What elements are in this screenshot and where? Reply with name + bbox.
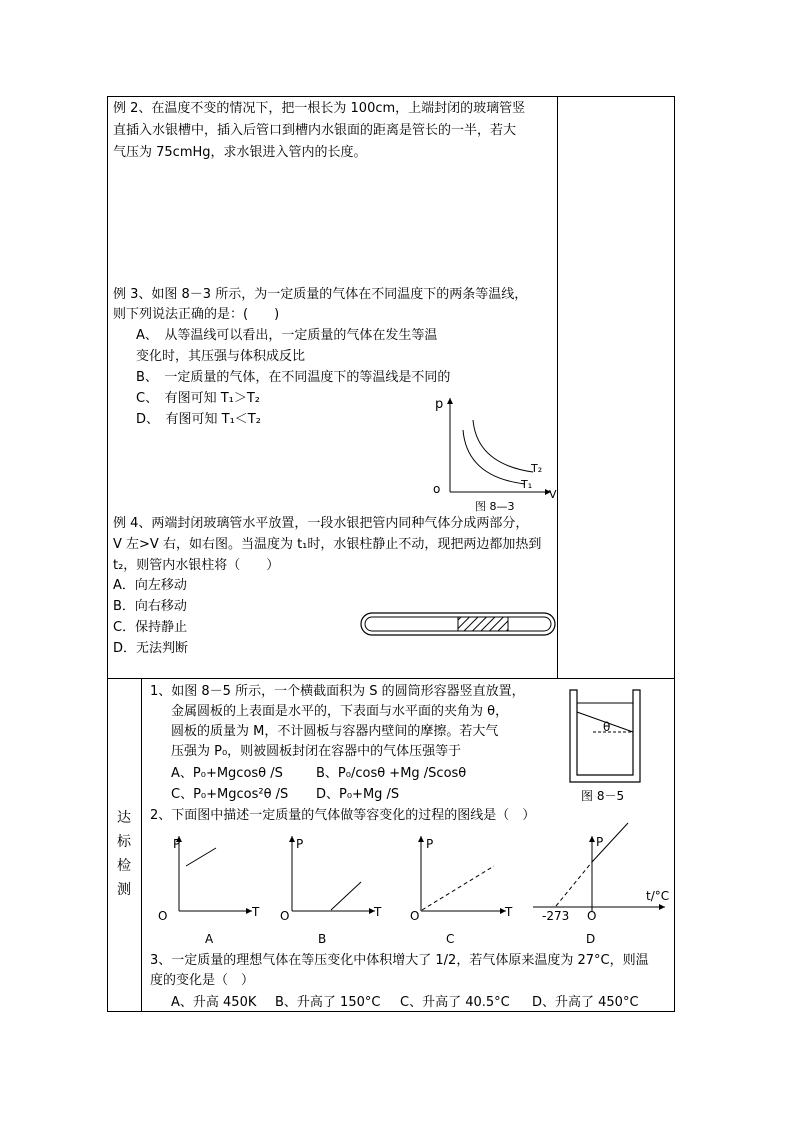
q1-option-a: A、P₀+Mgcosθ /S xyxy=(171,766,283,781)
graph-a-label: A xyxy=(205,932,214,946)
q3-option-a: A、升高 450K xyxy=(171,995,257,1010)
graph-c-line xyxy=(422,866,494,910)
theta-label: θ xyxy=(603,720,611,734)
q3-option-b: B、升高了 150°C xyxy=(275,995,381,1010)
table-col-divider-bottom xyxy=(141,678,142,1012)
q1-option-b: B、P₀/cosθ +Mg /Scosθ xyxy=(316,766,467,781)
q3-line-1: 3、一定质量的理想气体在等压变化中体积增大了 1/2，若气体原来温度为 27°C，则温 xyxy=(150,953,649,968)
ex4-line-1: 例 4、两端封闭玻璃管水平放置，一段水银把管内同种气体分成两部分， xyxy=(113,516,529,531)
mercury-column xyxy=(458,617,508,631)
q3-option-c: C、升高了 40.5°C xyxy=(400,995,510,1010)
graph-b-line xyxy=(331,882,361,910)
ex4-option-c: C．保持静止 xyxy=(113,620,188,635)
isotherm-t1 xyxy=(463,430,525,484)
graph-a-line xyxy=(186,848,216,866)
graph-b-o: O xyxy=(280,909,290,923)
ex3-option-c: C、 有图可知 T₁＞T₂ xyxy=(136,391,261,406)
q1-line-1: 1、如图 8－5 所示，一个横截面积为 S 的圆筒形容器竖直放置， xyxy=(150,684,525,699)
cylinder-container xyxy=(570,690,640,782)
section-label-4: 测 xyxy=(117,882,131,898)
ex3-option-d: D、 有图可知 T₁＜T₂ xyxy=(136,412,261,427)
graph-b xyxy=(280,836,382,946)
graph-c-t: T xyxy=(505,905,513,919)
q1-option-d: D、P₀+Mg /S xyxy=(316,787,400,802)
graph-d-o: O xyxy=(587,909,597,923)
ex3-option-a-2: 变化时，其压强与体积成反比 xyxy=(136,349,306,364)
graph-d xyxy=(533,823,669,946)
ex2-line-1: 例 2、在温度不变的情况下，把一根长为 100cm，上端封闭的玻璃管竖 xyxy=(113,101,526,116)
graph-d-t: t/°C xyxy=(646,889,670,903)
graph-a-p: P xyxy=(173,837,181,851)
cylinder-figure xyxy=(563,686,663,806)
ex4-line-2: V 左>V 右，如右图。当温度为 t₁时，水银柱静止不动，现把两边都加热到 xyxy=(113,537,542,552)
p-axis-label: p xyxy=(435,397,444,412)
ex4-option-a: A．向左移动 xyxy=(113,578,187,593)
graph-c xyxy=(410,836,513,946)
fig-8-3-caption: 图 8—3 xyxy=(475,500,515,512)
graph-b-label: B xyxy=(318,932,327,946)
ex3-option-b: B、 一定质量的气体，在不同温度下的等温线是不同的 xyxy=(136,370,451,385)
graph-b-p: P xyxy=(296,837,304,851)
section-label-1: 达 xyxy=(117,810,131,826)
table-border-top xyxy=(107,96,675,97)
graph-d-dashed xyxy=(556,862,592,906)
ex3-option-a-1: A、 从等温线可以看出，一定质量的气体在发生等温 xyxy=(136,328,438,343)
graph-c-label: C xyxy=(446,932,455,946)
ex3-line-2: 则下列说法正确的是：( ) xyxy=(113,307,280,322)
section-label-2: 标 xyxy=(117,834,131,850)
graph-b-t: T xyxy=(374,905,382,919)
graph-d-neg: -273 xyxy=(542,909,570,923)
table-border-mid xyxy=(107,678,675,679)
q3-option-d: D、升高了 450°C xyxy=(532,995,639,1010)
graph-a xyxy=(158,836,260,946)
graph-c-o: O xyxy=(410,909,420,923)
fig-8-5-caption: 图 8－5 xyxy=(581,789,625,803)
isotherm-figure xyxy=(425,392,560,512)
t1-label: T₁ xyxy=(521,478,533,491)
graph-d-p: P xyxy=(596,835,604,849)
v-axis-label: V xyxy=(549,488,557,501)
graph-c-p: P xyxy=(426,837,434,851)
graphs-figure xyxy=(150,818,675,950)
ex2-line-2: 直插入水银槽中，插入后管口到槽内水银面的距离是管长的一半，若大 xyxy=(113,123,517,138)
glass-tube-figure xyxy=(358,609,558,639)
q1-line-3: 圆板的质量为 M，不计圆板与容器内壁间的摩擦。若大气 xyxy=(171,724,499,739)
ex2-line-3: 气压为 75cmHg，求水银进入管内的长度。 xyxy=(113,145,367,160)
q1-line-4: 压强为 P₀，则被圆板封闭在容器中的气体压强等于 xyxy=(171,744,462,759)
ex4-option-b: B．向右移动 xyxy=(113,599,187,614)
q2-text: 2、下面图中描述一定质量的气体做等容变化的过程的图线是（ ） xyxy=(150,808,536,823)
ex4-line-3: t₂，则管内水银柱将（ ） xyxy=(113,558,280,573)
ex3-line-1: 例 3、如图 8－3 所示，为一定质量的气体在不同温度下的两条等温线， xyxy=(113,287,528,302)
q1-option-c: C、P₀+Mgcos²θ /S xyxy=(171,787,289,802)
table-border-left xyxy=(107,96,108,1012)
q3-line-2: 度的变化是（ ） xyxy=(150,973,255,988)
origin-label: o xyxy=(433,482,441,496)
section-label-3: 检 xyxy=(117,858,131,874)
ex4-option-d: D．无法判断 xyxy=(113,641,189,656)
graph-d-label: D xyxy=(586,932,596,946)
q1-line-2: 金属圆板的上表面是水平的，下表面与水平面的夹角为 θ， xyxy=(171,704,509,719)
table-col-divider-top xyxy=(557,96,558,679)
isotherm-t2 xyxy=(473,420,533,472)
graph-a-o: O xyxy=(158,909,168,923)
t2-label: T₂ xyxy=(531,462,543,475)
graph-a-t: T xyxy=(252,905,260,919)
